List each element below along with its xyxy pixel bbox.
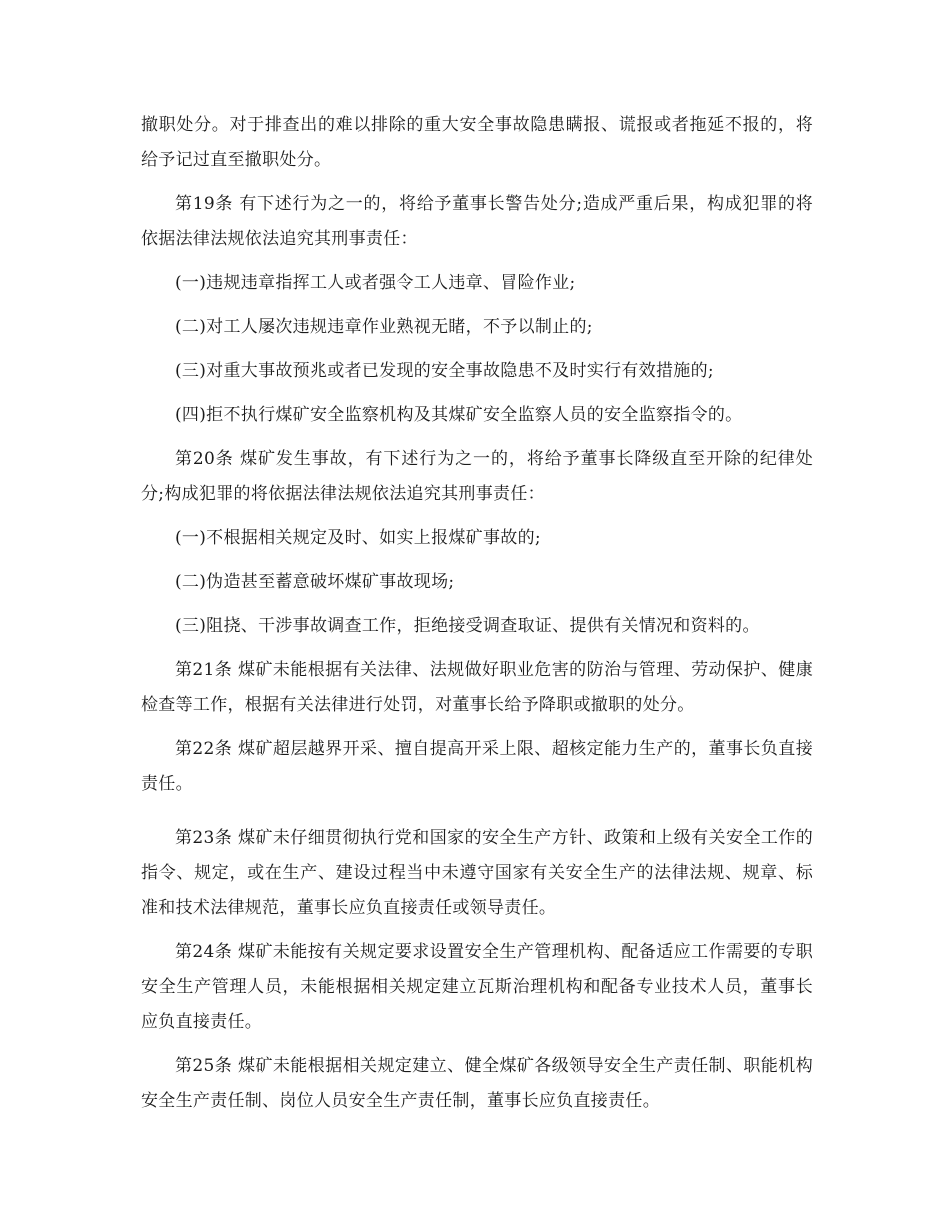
paragraph-continuation: 撤职处分。对于排查出的难以排除的重大安全事故隐患瞒报、谎报或者拖延不报的，将给予记过直至撤职处分。	[141, 115, 813, 170]
article-19-item-3: (三)对重大事故预兆或者已发现的安全事故隐患不及时实行有效措施的;	[175, 361, 714, 381]
article-20-heading: 第20条 煤矿发生事故，有下述行为之一的，将给予董事长降级直至开除的纪律处分;构成犯罪的将依据法律法规依法追究其刑事责任：	[141, 449, 813, 504]
article-25: 第25条 煤矿未能根据相关规定建立、健全煤矿各级领导安全生产责任制、职能机构安全生产责任制、岗位人员安全生产责任制，董事长应负直接责任。	[141, 1056, 813, 1111]
article-19-item-2: (二)对工人屡次违规违章作业熟视无睹，不予以制止的;	[175, 317, 593, 337]
article-20-item-1: (一)不根据相关规定及时、如实上报煤矿事故的;	[175, 528, 541, 548]
article-24: 第24条 煤矿未能按有关规定要求设置安全生产管理机构、配备适应工作需要的专职安全生产管理人员，未能根据相关规定建立瓦斯治理机构和配备专业技术人员，董事长应负直接责任。	[141, 942, 813, 1032]
article-19-item-4: (四)拒不执行煤矿安全监察机构及其煤矿安全监察人员的安全监察指令的。	[175, 405, 743, 425]
article-19-item-1: (一)违规违章指挥工人或者强令工人违章、冒险作业;	[175, 273, 576, 293]
article-20-item-2: (二)伪造甚至蓄意破坏煤矿事故现场;	[175, 572, 455, 592]
article-21: 第21条 煤矿未能根据有关法律、法规做好职业危害的防治与管理、劳动保护、健康检查等工作，根据有关法律进行处罚，对董事长给予降职或撤职的处分。	[141, 660, 813, 715]
article-23: 第23条 煤矿未仔细贯彻执行党和国家的安全生产方针、政策和上级有关安全工作的指令、规定，或在生产、建设过程当中未遵守国家有关安全生产的法律法规、规章、标准和技术法律规范，董事长应负直接责任或领导责任。	[141, 828, 813, 918]
article-19-heading: 第19条 有下述行为之一的，将给予董事长警告处分;造成严重后果，构成犯罪的将依据法律法规依法追究其刑事责任：	[141, 194, 813, 249]
document-body	[141, 108, 813, 1128]
article-20-item-3: (三)阻挠、干涉事故调查工作，拒绝接受调查取证、提供有关情况和资料的。	[175, 616, 760, 636]
article-22: 第22条 煤矿超层越界开采、擅自提高开采上限、超核定能力生产的，董事长负直接责任。	[141, 739, 813, 794]
